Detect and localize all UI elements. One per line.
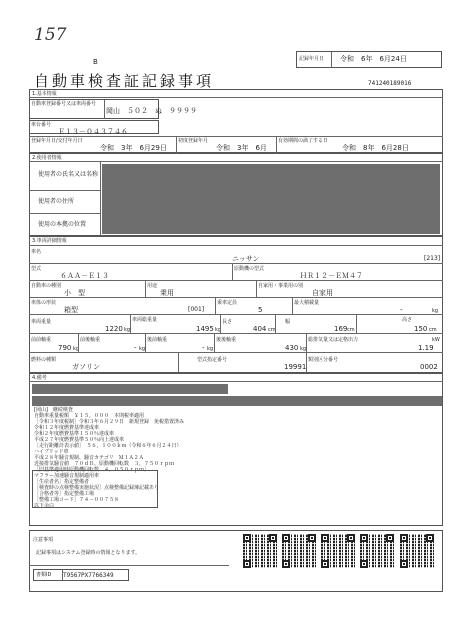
record-date-value: 令和 6年 6月24日 — [340, 55, 407, 63]
width-value: 169 — [334, 325, 348, 333]
rear-rear-axle-unit: kg — [300, 346, 307, 352]
remarks-line: マフラー加速騒音規制適用車 — [34, 473, 100, 479]
displacement-label: 総排気量又は定格出力 — [308, 337, 359, 343]
width-unit: cm — [347, 327, 355, 333]
maker-code: [213] — [424, 255, 441, 262]
expiry-label: 有効期間の満了する日 — [278, 138, 329, 144]
maxload-unit: kg — [432, 308, 439, 314]
use-label: 用途 — [147, 283, 158, 289]
kind-label: 自動車の種別 — [31, 283, 62, 289]
rear-front-axle-unit: kg — [207, 346, 214, 352]
remarks-line: 自動車重量税額 ￥１５，０００ 本則税率適用 — [34, 413, 145, 419]
remarks-line: [岡山] 継続検査 — [34, 407, 73, 413]
model-value: ６ＡＡ－Ｅ１３ — [60, 272, 109, 280]
registration-label: 自動車登録番号又は車両番号 — [31, 101, 97, 107]
front-front-axle-unit: kg — [73, 346, 80, 352]
front-rear-axle-label: 前後軸重 — [80, 337, 101, 343]
front-front-axle-label: 前前軸重 — [31, 337, 52, 343]
type-number-value: 19991 — [284, 363, 307, 371]
remarks-line: ハイブリッド車 — [34, 449, 69, 455]
maxload-label: 最大積載量 — [294, 300, 320, 306]
document-number: 741240189016 — [368, 80, 412, 87]
section1-header: 1.基本情報 — [32, 91, 57, 97]
height-label: 高さ — [402, 317, 413, 323]
gross-unit: kg — [215, 327, 222, 333]
height-value: 150 — [414, 325, 428, 333]
rear-front-axle-label: 後前軸重 — [147, 337, 168, 343]
length-label: 長さ — [222, 319, 233, 325]
rear-rear-axle-label: 後後軸重 — [216, 337, 237, 343]
body-value: 箱型 — [64, 306, 78, 314]
front-front-axle-value: 790 — [58, 344, 72, 352]
gross-value: 1495 — [196, 325, 214, 333]
first-year-value: 令和 3年 6月 — [216, 144, 267, 152]
section4-header: 4.備考 — [32, 375, 47, 381]
remarks-line: ［整備工場コード］７４－００７５８ — [34, 497, 120, 503]
remarks-line: ［生産者名］指定整備者 — [34, 479, 90, 485]
private-label: 自家用・事業用の別 — [258, 283, 304, 289]
inspection-bracket — [32, 470, 158, 508]
remarks-line: ［走行距離計表示値］ ５６，１００ｋｍ（令和６年６月２４日） — [34, 443, 182, 449]
remarks-line: ［合格者等］指定整備工場 — [34, 491, 95, 497]
remarks-line: 平成２７年度燃費基準５０％向上達成車 — [34, 437, 125, 443]
section2-header: 2.使用者情報 — [32, 155, 62, 161]
first-reg-label: 登録年月日/交付年月日 — [31, 138, 83, 144]
handwritten-number: 157 — [34, 25, 67, 45]
private-value: 自家用 — [312, 289, 333, 297]
gross-label: 車両総重量 — [132, 317, 158, 323]
qr-code-icon — [243, 534, 277, 568]
user-address-label: 使用者の住所 — [38, 198, 75, 205]
chassis-label: 車台番号 — [31, 122, 52, 128]
qr-code-icon — [282, 534, 316, 568]
remarks-line: ［旧基準適用時原動機回転数 ４，０５０ｒｐｍ］ — [34, 467, 150, 473]
capacity-value: 5 — [258, 306, 263, 314]
b-mark: B — [93, 58, 98, 66]
first-reg-value: 令和 3年 6月29日 — [100, 144, 167, 152]
qr-code-icon — [360, 534, 394, 568]
engine-label: 原動機の型式 — [234, 266, 265, 272]
front-rear-axle-value: - — [134, 344, 137, 352]
maker-label: 車名 — [31, 249, 42, 255]
record-date-label: 記録年月日 — [299, 56, 325, 62]
fuel-label: 燃料の種類 — [31, 357, 57, 363]
length-unit: cm — [268, 327, 276, 333]
qr-code-icon — [400, 534, 434, 568]
expiry-value: 令和 8年 6月28日 — [342, 144, 409, 152]
remarks-line: ［令和３年度税制］令和３年６月２９日 新規登録 免税措置済み — [34, 419, 185, 425]
remarks-line: 令和１２年度燃費基準達成車 — [34, 425, 100, 431]
remarks-line: 令和２年度燃費基準１５０％達成車 — [34, 431, 115, 437]
document-id-label: 書類ID — [36, 572, 52, 578]
registration-value: 岡山 ５０２ ぬ ９９９９ — [106, 107, 197, 115]
weight-label: 車両重量 — [31, 319, 52, 325]
qr-code-icon — [321, 534, 355, 568]
model-label: 型式 — [31, 266, 42, 272]
kind-value: 小 型 — [64, 289, 85, 297]
body-label: 車体の形状 — [31, 300, 57, 306]
height-unit: cm — [429, 327, 437, 333]
width-label: 幅 — [285, 319, 291, 325]
base-location-label: 使用の本拠の位置 — [38, 221, 87, 228]
remarks-line: 近接排気騒音値 ７０ｄＢ、原動機回転数 ３，７５０ｒｐｍ — [34, 461, 175, 467]
notice-text: 記録事項はシステム登録時の情報となります。 — [36, 550, 141, 556]
length-value: 404 — [253, 325, 267, 333]
remarks-line: 以下余白 — [34, 503, 55, 509]
body-code: [001] — [188, 306, 205, 313]
engine-value: ＨＲ１２－ＥＭ４７ — [300, 272, 363, 280]
maxload-value: - — [400, 306, 403, 314]
type-number-label: 型式指定番号 — [197, 357, 228, 363]
weight-unit: kg — [124, 327, 131, 333]
remarks-line: 平成２８年騒音規制、騒音カテゴリ Ｍ１Ａ２Ａ — [34, 455, 144, 461]
class-number-value: 0002 — [420, 363, 438, 371]
user-info-redaction — [102, 164, 440, 234]
rear-front-axle-value: - — [202, 344, 205, 352]
use-value: 乗用 — [160, 289, 174, 297]
document-id-value: T9567PX7766349 — [63, 572, 114, 579]
rear-rear-axle-value: 430 — [285, 344, 299, 352]
capacity-label: 乗車定員 — [217, 300, 238, 306]
class-number-label: 類別区分番号 — [308, 357, 339, 363]
remarks-redaction-1 — [32, 384, 228, 394]
displacement-value: 1.19 — [418, 344, 434, 352]
front-rear-axle-unit: kg — [139, 346, 146, 352]
first-year-label: 初度登録年月 — [178, 138, 209, 144]
remarks-redaction-2 — [32, 396, 442, 406]
user-name-label: 使用者の氏名又は名称 — [38, 171, 99, 178]
section3-header: 3.車両詳細情報 — [32, 238, 67, 244]
maker-value: ニッサン — [232, 255, 260, 263]
notice-header: 注意事項 — [33, 537, 54, 543]
fuel-value: ガソリン — [72, 363, 100, 371]
chassis-value: Ｅ１３－０４３７４６ — [58, 128, 128, 136]
remarks-line: ［検査時の点検整備実施状況］点検整備記録簿記載あり — [34, 485, 160, 491]
displacement-unit: kW — [432, 337, 440, 343]
document-title: 自動車検査証記録事項 — [34, 72, 215, 90]
weight-value: 1220 — [105, 325, 123, 333]
